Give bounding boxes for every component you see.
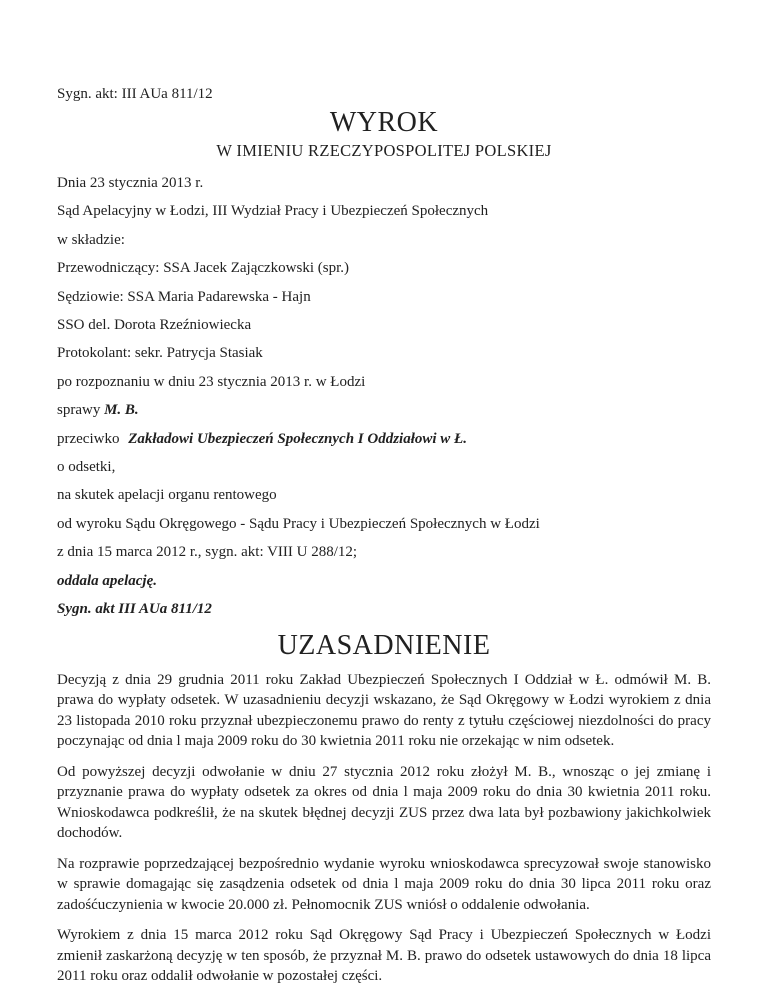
composition-label: w składzie:: [57, 231, 125, 248]
judgment-intro: [57, 169, 711, 624]
court-line: Sąd Apelacyjny w Łodzi, III Wydział Pracy i Ubezpieczeń Społecznych: [57, 203, 489, 220]
against-label: przeciwko: [57, 430, 120, 447]
case-of-line: [57, 396, 711, 424]
clerk-line: Protokolant: sekr. Patrycja Stasiak: [57, 345, 263, 362]
justification-paragraph: Wyrokiem z dnia 15 marca 2012 roku Sąd Okręgowy Sąd Pracy i Ubezpieczeń Społecznych w Łodzi zmienił zaskarżoną decyzję w ten sposób, że przyznał M. B. prawo do odsetek ustawowych do dnia 18 lipca 2011 roku oraz oddalił odwołanie w pozostałej części.: [57, 927, 711, 984]
appealed-judgment-line: od wyroku Sądu Okręgowego - Sądu Pracy i Ubezpieczeń Społecznych w Łodzi: [57, 515, 540, 532]
date-line: Dnia 23 stycznia 2013 r.: [57, 175, 204, 191]
document-title: WYROK: [329, 107, 439, 138]
case-number-header: Sygn. akt: III AUa 811/12: [57, 86, 213, 102]
hearing-line: po rozpoznaniu w dniu 23 stycznia 2013 r. w Łodzi: [57, 373, 366, 390]
case-number-footer: Sygn. akt III AUa 811/12: [57, 601, 212, 618]
judges-line: Sędziowie: SSA Maria Padarewska - Hajn: [57, 288, 311, 305]
claimant-name: M. B.: [104, 402, 139, 419]
appeal-source-line: na skutek apelacji organu rentowego: [57, 487, 277, 504]
subject-line: o odsetki,: [57, 459, 116, 476]
justification-paragraph: Na rozprawie poprzedzającej bezpośrednio wydanie wyroku wnioskodawca sprecyzował swoje stanowisko w sprawie domagając się zasądzenia odsetek od dnia l maja 2009 roku do dnia 30 lipca 2011 roku oraz zadośćuczynienia w kwocie 20.000 zł. Pełnomocnik ZUS wniósł o oddalenie odwołania.: [57, 855, 711, 913]
justification-paragraph: Decyzją z dnia 29 grudnia 2011 roku Zakład Ubezpieczeń Społecznych I Oddział w Ł. odmówił M. B. prawa do wypłaty odsetek. W uzasadnieniu decyzji wskazano, że Sąd Okręgowy w Łodzi wyrokiem z dnia 23 listopada 2010 roku przyznał ubezpieczonemu prawo do renty z tytułu częściowej niezdolności do pracy poczynając od dnia l maja 2009 roku do 30 kwietnia 2011 roku nie orzekając w nim odsetek.: [57, 671, 711, 749]
justification-paragraph: Od powyższej decyzji odwołanie w dniu 27 stycznia 2012 roku złożył M. B., wnosząc o jej zmianę i przyznanie prawa do wypłaty odsetek za okres od dnia l maja 2009 roku do dnia 30 kwietnia 2011 roku. Wnioskodawca podkreślił, że na skutek błędnej decyzji ZUS przez dwa lata był pozbawiony jakichkolwiek dochodów.: [57, 763, 711, 841]
judgment-date-line: z dnia 15 marca 2012 r., sygn. akt: VIII U 288/12;: [57, 544, 358, 561]
justification-body: [57, 670, 711, 987]
justification-heading: UZASADNIENIE: [277, 629, 491, 661]
delegated-judge-line: SSO del. Dorota Rzeźniowiecka: [57, 317, 252, 334]
defendant-name: Zakładowi Ubezpieczeń Społecznych I Oddziałowi w Ł.: [128, 430, 467, 447]
document-subtitle: W IMIENIU RZECZYPOSPOLITEJ POLSKIEJ: [216, 141, 552, 160]
presiding-judge-line: Przewodniczący: SSA Jacek Zajączkowski (spr.): [57, 260, 349, 277]
case-of-label: sprawy: [57, 402, 101, 419]
ruling-line: oddala apelację.: [57, 572, 157, 589]
against-line: [57, 425, 711, 453]
